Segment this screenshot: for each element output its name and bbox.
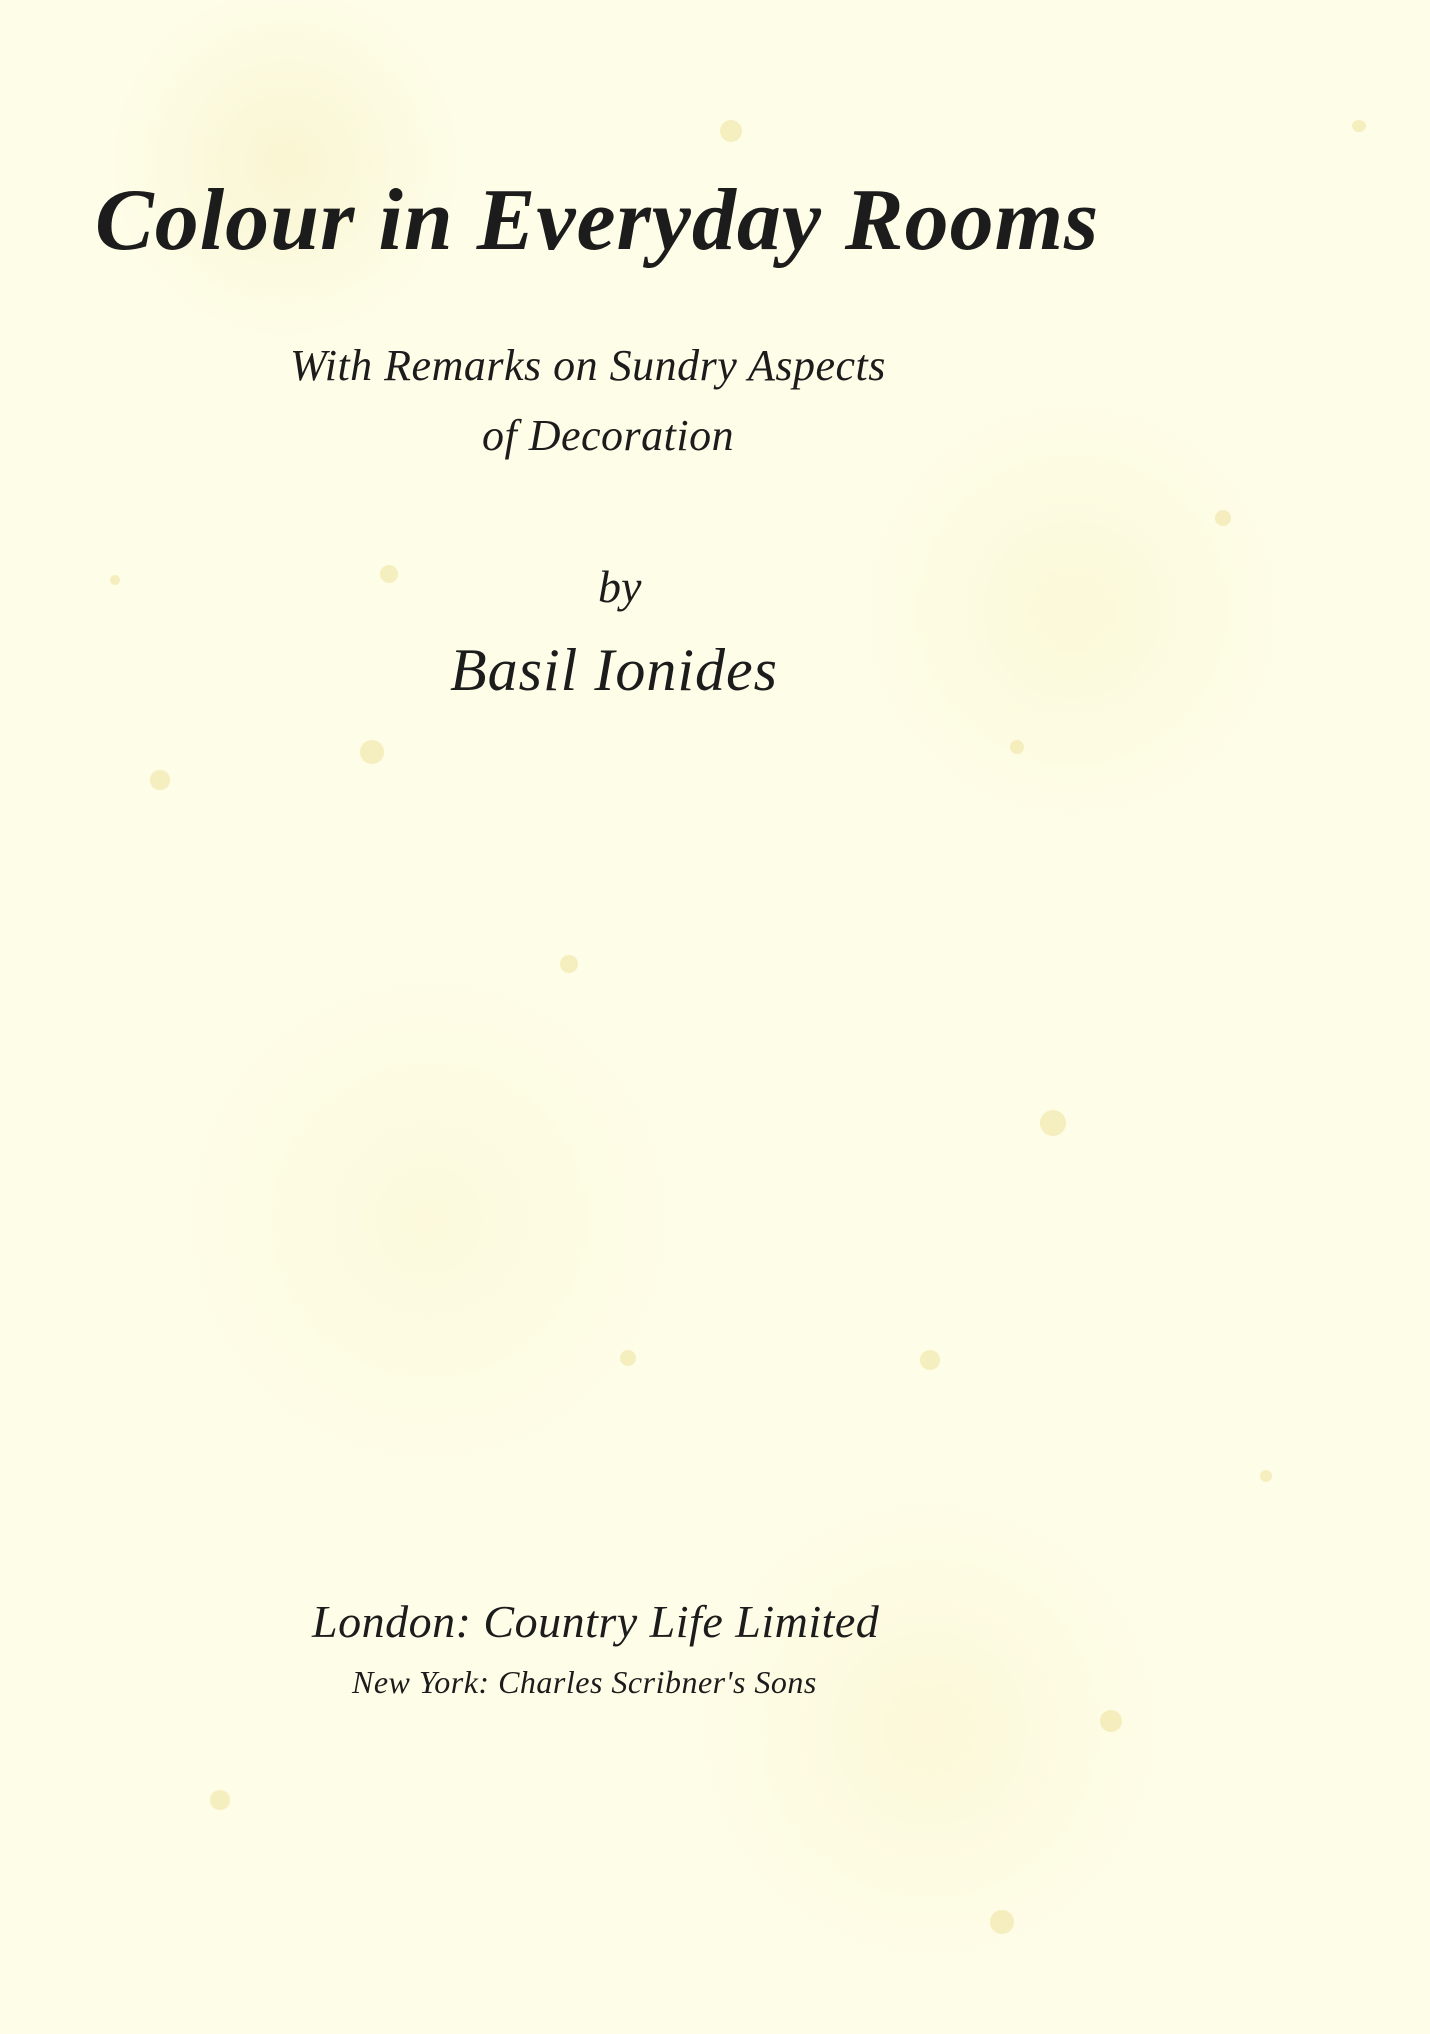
publisher-london: London: Country Life Limited	[312, 1596, 880, 1647]
subtitle-line-2: of Decoration	[482, 411, 735, 460]
publisher-new-york: New York: Charles Scribner's Sons	[352, 1664, 817, 1700]
author-name: Basil Ionides	[450, 637, 778, 703]
by-label: by	[598, 561, 642, 612]
book-title: Colour in Everyday Rooms	[95, 172, 1100, 269]
subtitle-line-1: With Remarks on Sundry Aspects	[290, 341, 886, 390]
